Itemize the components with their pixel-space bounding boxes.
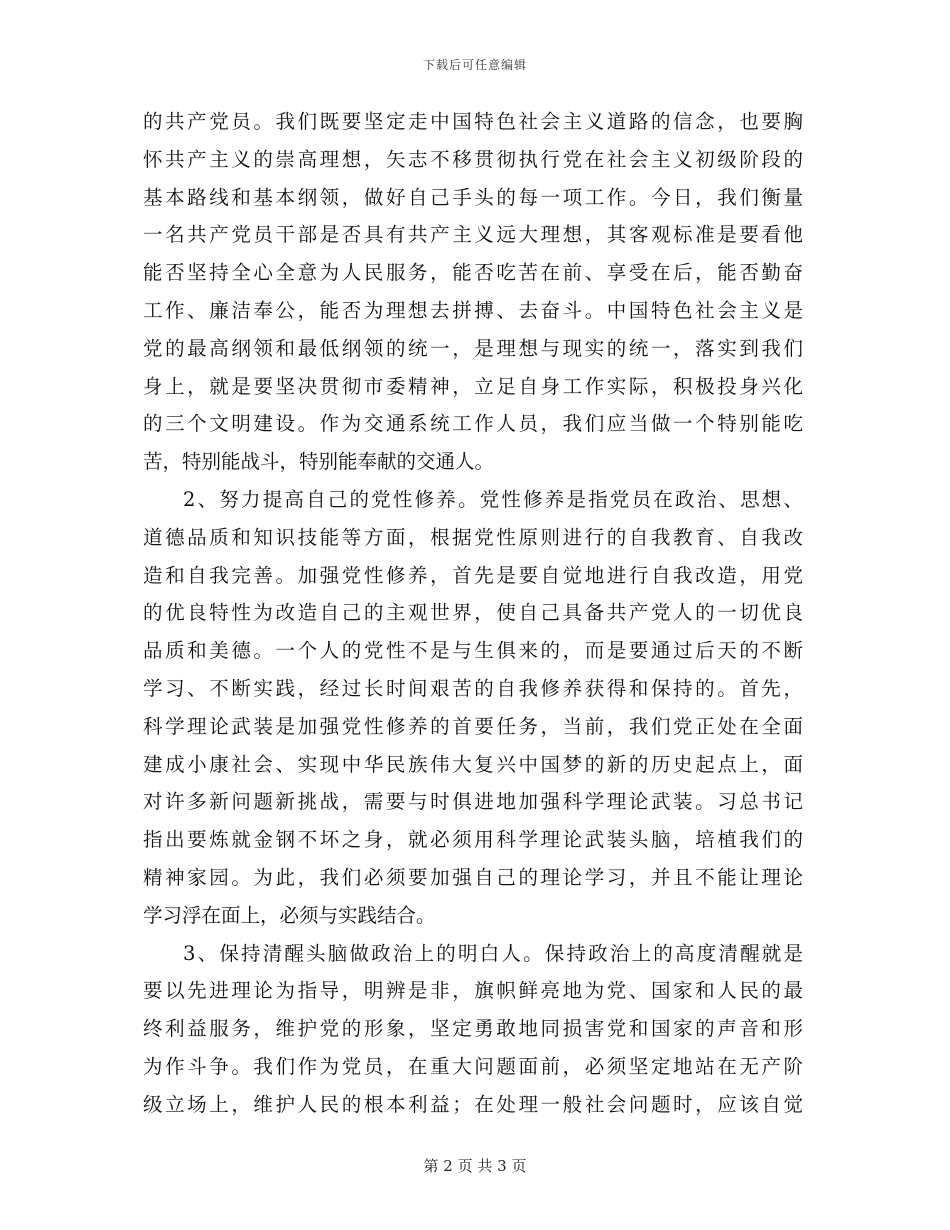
text-line: 的三个文明建设。作为交通系统工作人员，我们应当做一个特别能吃 — [143, 412, 803, 436]
text-line: 学习浮在面上，必须与实践结合。 — [143, 903, 436, 927]
text-line: 要以先进理论为指导，明辨是非，旗帜鲜亮地为党、国家和人民的最 — [143, 979, 803, 1003]
text-line: 精神家园。为此，我们必须要加强自己的理论学习，并且不能让理论 — [143, 865, 803, 889]
paragraph-3 — [143, 935, 803, 1124]
document-body — [143, 103, 803, 1124]
text-line: 指出要炼就金钢不坏之身，就必须用科学理论武装头脑，培植我们的 — [143, 828, 803, 852]
text-line: 身上，就是要坚决贯彻市委精神，立足自身工作实际，积极投身兴化 — [143, 374, 803, 398]
text-line: 党的最高纲领和最低纲领的统一，是理想与现实的统一，落实到我们 — [143, 336, 803, 360]
paragraph-1 — [143, 103, 803, 481]
text-line: 学习、不断实践，经过长时间艰苦的自我修养获得和保持的。首先， — [143, 676, 803, 700]
text-line: 苦，特别能战斗，特别能奉献的交通人。 — [143, 450, 495, 474]
text-line: 科学理论武装是加强党性修养的首要任务，当前，我们党正处在全面 — [143, 714, 803, 738]
text-line: 的共产党员。我们既要坚定走中国特色社会主义道路的信念，也要胸 — [143, 110, 803, 133]
text-line: 怀共产主义的崇高理想，矢志不移贯彻执行党在社会主义初级阶段的 — [143, 147, 803, 171]
text-line: 能否坚持全心全意为人民服务，能否吃苦在前、享受在后，能否勤奋 — [143, 261, 803, 285]
text-line: 的优良特性为改造自己的主观世界，使自己具备共产党人的一切优良 — [143, 601, 803, 625]
text-line: 为作斗争。我们作为党员，在重大问题面前，必须坚定地站在无产阶 — [143, 1054, 803, 1078]
text-line: 工作、廉洁奉公，能否为理想去拼搏、去奋斗。中国特色社会主义是 — [143, 298, 803, 322]
text-line: 2、努力提高自己的党性修养。党性修养是指党员在政治、思想、 — [183, 487, 803, 511]
text-line: 对许多新问题新挑战，需要与时俱进地加强科学理论武装。习总书记 — [143, 790, 803, 814]
text-line: 一名共产党员干部是否具有共产主义远大理想，其客观标准是要看他 — [143, 223, 803, 247]
paragraph-2 — [143, 481, 803, 935]
text-line: 3、保持清醒头脑做政治上的明白人。保持政治上的高度清醒就是 — [183, 941, 803, 965]
text-line: 基本路线和基本纲领，做好自己手头的每一项工作。今日，我们衡量 — [143, 185, 803, 209]
text-line: 品质和美德。一个人的党性不是与生俱来的，而是要通过后天的不断 — [143, 639, 803, 663]
text-line: 终利益服务，维护党的形象，坚定勇敢地同损害党和国家的声音和形 — [143, 1017, 803, 1041]
page-footer: 第 2 页 共 3 页 — [423, 1157, 527, 1175]
text-line: 道德品质和知识技能等方面，根据党性原则进行的自我教育、自我改 — [143, 525, 803, 549]
text-line: 造和自我完善。加强党性修养，首先是要自觉地进行自我改造，用党 — [143, 563, 803, 587]
page-header: 下载后可任意编辑 — [422, 58, 527, 72]
text-line: 级立场上，维护人民的根本利益；在处理一般社会问题时，应该自觉 — [143, 1092, 803, 1116]
text-line: 建成小康社会、实现中华民族伟大复兴中国梦的新的历史起点上，面 — [143, 752, 803, 776]
